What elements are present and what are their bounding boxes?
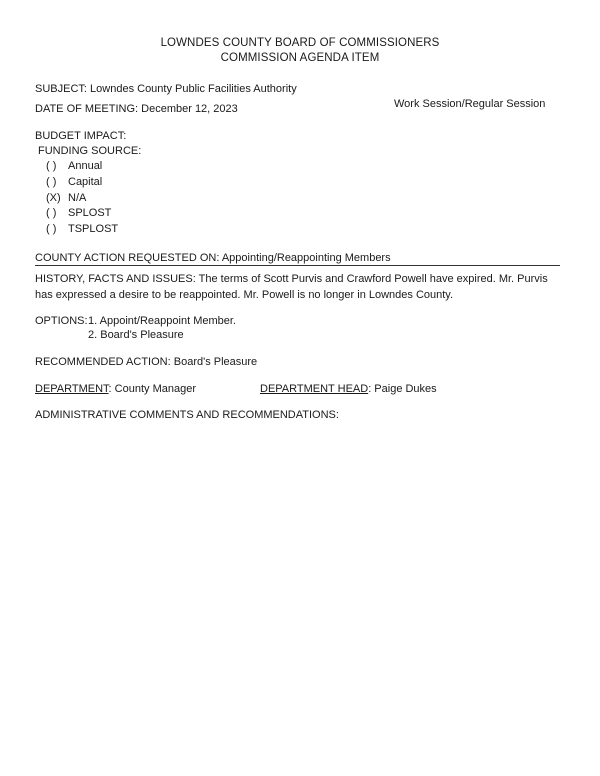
department-label: DEPARTMENT (35, 383, 109, 395)
option-item-2: 2. Board's Pleasure (88, 329, 184, 341)
session-type: Work Session/Regular Session (394, 98, 546, 110)
funding-option-label: N/A (68, 192, 87, 204)
checkbox-mark: ( ) (46, 176, 57, 188)
header-title: LOWNDES COUNTY BOARD OF COMMISSIONERS (160, 37, 440, 49)
subject-line (35, 82, 297, 96)
action-requested-value: Appointing/Reappointing Members (221, 252, 391, 264)
history-label: HISTORY, FACTS AND ISSUES: (35, 273, 196, 285)
checkbox-mark: (X) (46, 192, 61, 204)
history-paragraph (35, 271, 565, 303)
action-requested-label: COUNTY ACTION REQUESTED ON: (35, 252, 220, 264)
subject-value: Lowndes County Public Facilities Authority (90, 83, 297, 95)
subject-label: SUBJECT: (35, 83, 87, 95)
funding-option-label: TSPLOST (68, 223, 119, 235)
admin-comments-label: ADMINISTRATIVE COMMENTS AND RECOMMENDATIONS: (35, 409, 339, 421)
meeting-date-label: DATE OF MEETING: (35, 103, 139, 115)
action-requested-line (35, 251, 391, 265)
funding-option-label: Capital (68, 176, 103, 188)
department-head-value: : Paige Dukes (368, 383, 437, 395)
checkbox-mark: ( ) (46, 207, 57, 219)
section-divider (35, 265, 560, 266)
checkbox-mark: ( ) (46, 160, 57, 172)
department-head-label: DEPARTMENT HEAD (260, 383, 369, 395)
funding-option-label: Annual (68, 160, 103, 172)
option-item-1: 1. Appoint/Reappoint Member. (88, 315, 236, 327)
history-value: The terms of Scott Purvis and Crawford Powell have expired. Mr. Purvis has expressed a desire to be reappointed. Mr. Powell is no longer in Lowndes County. (35, 273, 548, 301)
department-line (35, 382, 196, 396)
department-value: : County Manager (108, 383, 196, 395)
meeting-date-value: December 12, 2023 (141, 103, 238, 115)
funding-option-label: SPLOST (68, 207, 112, 219)
recommended-action-line (35, 355, 257, 369)
recommended-action-value: Board's Pleasure (173, 356, 258, 368)
header-subtitle: COMMISSION AGENDA ITEM (220, 52, 380, 64)
recommended-action-label: RECOMMENDED ACTION: (35, 356, 171, 368)
budget-impact-label: BUDGET IMPACT: (35, 130, 127, 142)
funding-source-label: FUNDING SOURCE: (38, 145, 142, 157)
checkbox-mark: ( ) (46, 223, 57, 235)
department-head-line (260, 382, 437, 396)
meeting-date-line (35, 102, 238, 116)
options-label: OPTIONS: (35, 315, 88, 327)
